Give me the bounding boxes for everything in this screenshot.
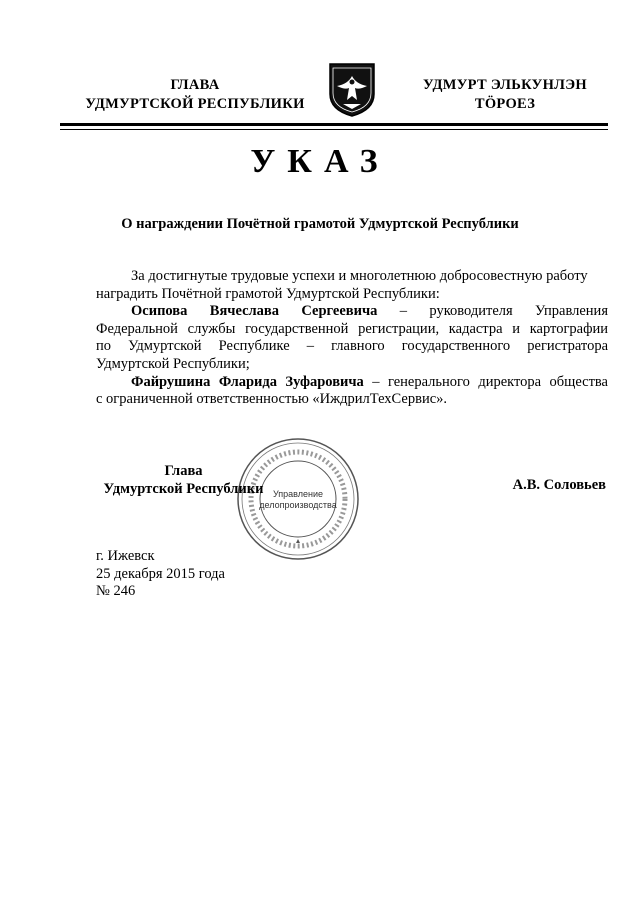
seal-line2: делопроизводства [259, 500, 337, 510]
intro-line2: наградить Почётной грамотой Удмуртской Республики: [96, 285, 440, 302]
place-date-block [96, 548, 225, 601]
awardee2-line1 [96, 374, 608, 392]
signature-title-line2: Удмуртской Республики [103, 480, 264, 497]
header-left-line1: ГЛАВА [170, 77, 220, 93]
awardee1-text-c: по Удмуртской Республике – главного государственного регистратора [96, 338, 608, 355]
signer-name: А.В. Соловьев [512, 477, 606, 493]
awardee2-text-b: с ограниченной ответственностью «ИждрилТехСервис». [96, 391, 448, 408]
udmurt-coat-of-arms-icon [327, 60, 377, 123]
awardee2-name: Файрушина Фларида Зуфаровича [131, 373, 364, 390]
awardee1-text-d: Удмуртской Республики; [96, 355, 250, 372]
awardee1-text-b: Федеральной службы государственной регистрации, кадастра и картографии [96, 320, 608, 337]
header-right [395, 76, 615, 114]
header-right-line1: УДМУРТ ЭЛЬКУНЛЭН [423, 77, 587, 93]
header-rule-thick [60, 123, 608, 126]
intro-line1: За достигнутые трудовые успехи и многолетнюю добросовестную работу [131, 268, 588, 284]
awardee2-text-a: – генерального директора общества [363, 373, 608, 390]
header-left-line2: УДМУРТСКОЙ РЕСПУБЛИКИ [85, 96, 305, 112]
awardee1-text-a: – руководителя Управления [377, 303, 608, 320]
decree-title: УКАЗ [250, 143, 390, 180]
official-seal [235, 436, 361, 567]
decree-date: 25 декабря 2015 года [96, 565, 225, 582]
city: г. Ижевск [96, 548, 155, 564]
header-rule-thin [60, 129, 608, 130]
decree-subject: О награждении Почётной грамотой Удмуртской Республики [121, 216, 519, 232]
decree-body [96, 268, 608, 409]
signature-title-line1: Глава [164, 463, 203, 479]
header-right-line2: ТӦРОЕЗ [474, 96, 536, 112]
decree-number: № 246 [96, 583, 136, 600]
seal-line1: Управление [272, 489, 324, 499]
signature-title [96, 463, 271, 498]
awardee1-name: Осипова Вячеслава Сергеевича [131, 303, 378, 320]
awardee1-line1 [96, 303, 608, 321]
header-left [70, 76, 320, 114]
